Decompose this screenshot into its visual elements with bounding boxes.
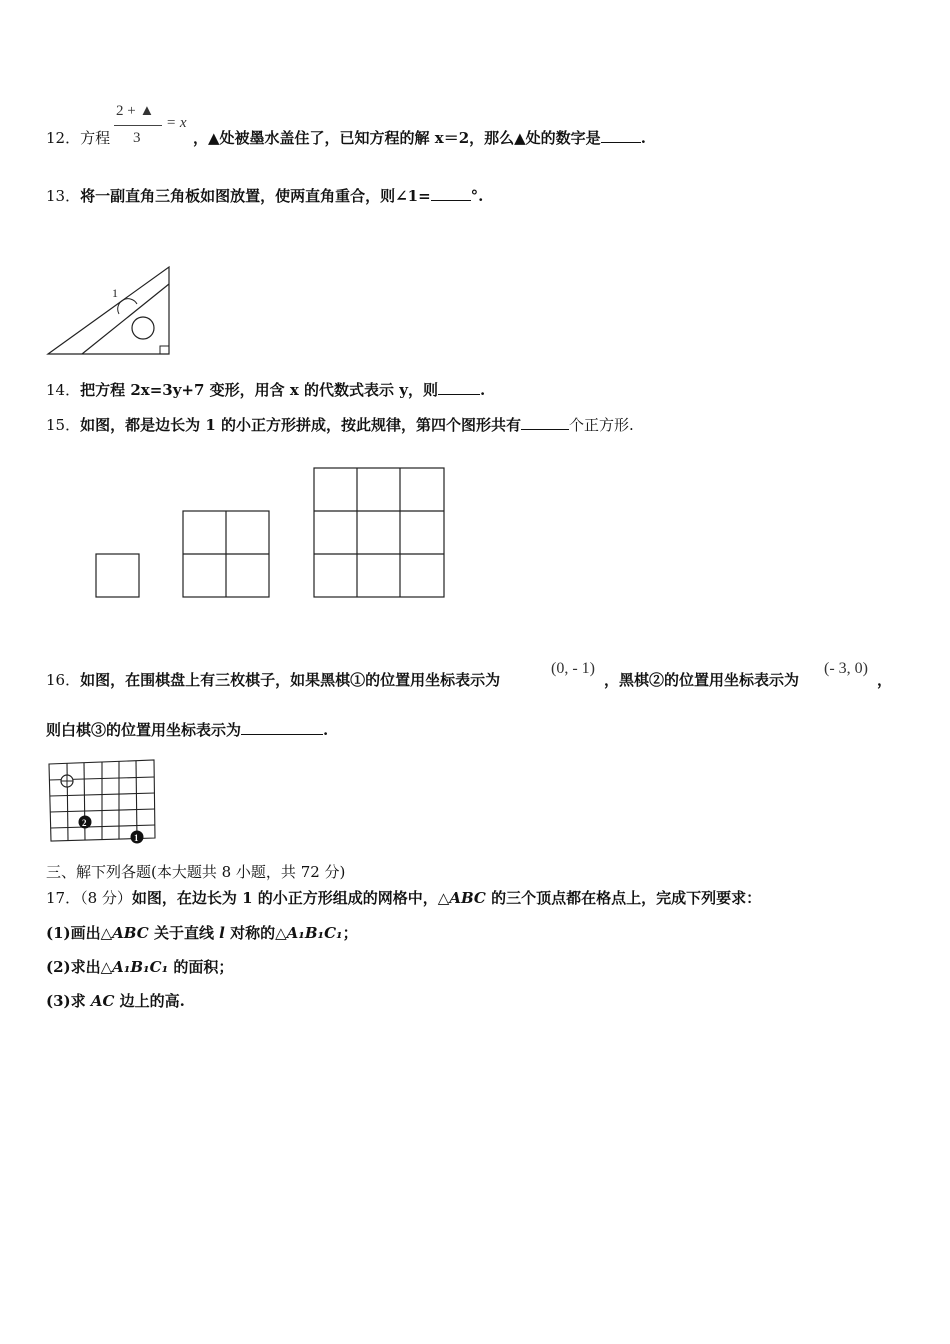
question-16-text-b — [604, 670, 799, 690]
small-triangle-side — [82, 284, 169, 354]
question-text: 将一副直角三角板如图放置，使两直角重合，则∠1= — [80, 187, 431, 205]
inner-circle — [132, 317, 154, 339]
question-points: （8 分） — [80, 889, 132, 907]
question-14 — [46, 380, 485, 400]
coordinate-black-2: (- 3, 0) — [824, 660, 868, 677]
fraction-bar — [114, 125, 162, 126]
fraction-denominator: 3 — [133, 130, 141, 146]
question-17-part-3 — [46, 991, 185, 1011]
grid-2x2 — [183, 511, 269, 597]
angle-label: 1 — [112, 286, 118, 300]
triangle-figure — [44, 262, 176, 360]
answer-blank[interactable] — [521, 415, 569, 430]
square-grids-figure — [94, 466, 448, 600]
part-1-triangle: ABC — [112, 924, 149, 942]
fraction-rhs: = x — [166, 115, 187, 131]
question-17 — [46, 888, 761, 908]
question-text-b: ，黑棋②的位置用坐标表示为 — [604, 671, 800, 689]
part-1-line-name: l — [219, 924, 225, 942]
answer-blank[interactable] — [438, 380, 480, 395]
question-text: 把方程 2x=3y+7 变形，用含 x 的代数式表示 y，则 — [80, 381, 438, 399]
question-text-a: 如图，在边长为 1 的小正方形组成的网格中，△ — [131, 889, 450, 907]
question-text-c: ， — [877, 671, 893, 689]
question-number: 15． — [46, 416, 81, 434]
section-heading: 三、解下列各题(本大题共 8 小题，共 72 分) — [46, 863, 346, 881]
question-13 — [46, 186, 483, 206]
question-text: ，▲处被墨水盖住了，已知方程的解 x＝2，那么▲处的数字是 — [193, 129, 601, 147]
go-board-figure — [46, 758, 158, 844]
part-1-mid: 关于直线 — [148, 924, 220, 942]
board-grid — [49, 760, 155, 841]
question-15 — [46, 415, 634, 435]
question-text-a: 如图，在围棋盘上有三枚棋子，如果黑棋①的位置用坐标表示为 — [80, 671, 501, 689]
question-number: 14． — [46, 381, 81, 399]
part-3-segment: AC — [90, 992, 115, 1010]
part-3-prefix: (3)求 — [46, 992, 91, 1010]
question-16 — [46, 670, 500, 690]
question-end: . — [640, 129, 646, 147]
question-end: 个正方形. — [568, 416, 634, 434]
question-12 — [46, 128, 110, 148]
triangle-name: ABC — [449, 889, 486, 907]
question-12-text — [193, 128, 646, 148]
part-2-triangle: A₁B₁C₁ — [112, 958, 169, 976]
question-number: 16． — [46, 671, 81, 689]
fraction-numerator: 2 + ▲ — [116, 103, 155, 119]
part-1-prefix: (1)画出△ — [46, 924, 113, 942]
question-text-b: 的三个顶点都在格点上，完成下列要求： — [485, 889, 762, 907]
large-triangle — [48, 267, 169, 354]
question-17-part-1 — [46, 923, 358, 943]
answer-blank[interactable] — [601, 128, 641, 143]
question-end: . — [479, 381, 486, 399]
grid-3x3 — [314, 468, 444, 597]
question-16-text-c — [877, 670, 892, 690]
question-16-line2 — [46, 720, 328, 740]
right-angle-mark — [160, 346, 169, 354]
question-17-part-2 — [46, 957, 233, 977]
question-label: 方程 — [80, 129, 111, 147]
grid-1x1 — [96, 554, 139, 597]
stone-1-label: 1 — [134, 833, 139, 843]
answer-blank[interactable] — [431, 186, 471, 201]
question-end: . — [323, 721, 329, 739]
question-number: 12． — [46, 129, 81, 147]
question-text-line2: 则白棋③的位置用坐标表示为 — [46, 721, 242, 739]
part-2-prefix: (2)求出△ — [46, 958, 113, 976]
question-text: 如图，都是边长为 1 的小正方形拼成，按此规律，第四个图形共有 — [80, 416, 521, 434]
stone-2-label: 2 — [82, 818, 87, 828]
part-2-suffix: 的面积； — [168, 958, 234, 976]
white-stone-3 — [61, 775, 73, 787]
black-stone-2 — [79, 816, 92, 829]
part-1-image-triangle: A₁B₁C₁ — [286, 924, 343, 942]
part-1-suffix: 对称的△ — [224, 924, 287, 942]
part-1-end: ； — [342, 924, 358, 942]
question-number: 13． — [46, 187, 81, 205]
black-stone-1 — [131, 831, 144, 844]
answer-blank[interactable] — [241, 720, 323, 735]
coordinate-black-1: (0, - 1) — [551, 660, 595, 677]
part-3-suffix: 边上的高. — [114, 992, 185, 1010]
question-number: 17． — [46, 889, 81, 907]
question-end: °. — [470, 187, 484, 205]
